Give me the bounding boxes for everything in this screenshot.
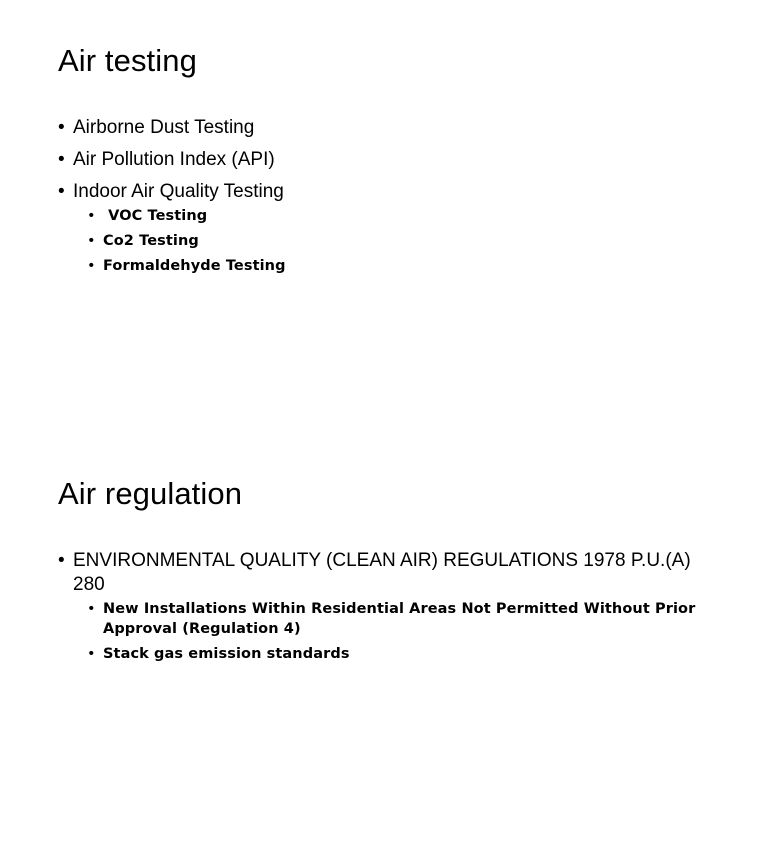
bullet-text: Indoor Air Quality Testing — [73, 181, 284, 202]
bullet-list — [58, 549, 698, 672]
sub-bullet-item: • Formaldehyde Testing — [87, 256, 698, 276]
sub-bullet-item: • VOC Testing — [87, 206, 698, 226]
sub-bullet-item: • Co2 Testing — [87, 231, 698, 251]
slide-title: Air regulation — [58, 476, 243, 511]
sub-bullet-list — [87, 599, 698, 664]
bullet-item — [58, 549, 698, 664]
sub-bullet-item: • Stack gas emission standards — [87, 644, 698, 664]
bullet-item: • Air Pollution Index (API) — [58, 148, 698, 172]
bullet-item — [58, 180, 698, 276]
sub-bullet-item: • New Installations Within Residential Areas Not Permitted Without Prior Approval (Regulation 4) — [87, 599, 698, 639]
sub-bullet-list — [87, 206, 698, 276]
slide-air-regulation — [0, 433, 768, 866]
bullet-list — [58, 116, 698, 284]
bullet-text: ENVIRONMENTAL QUALITY (CLEAN AIR) REGULATIONS 1978 P.U.(A) 280 — [73, 550, 691, 595]
bullet-item: • Airborne Dust Testing — [58, 116, 698, 140]
slide-title: Air testing — [58, 43, 197, 78]
